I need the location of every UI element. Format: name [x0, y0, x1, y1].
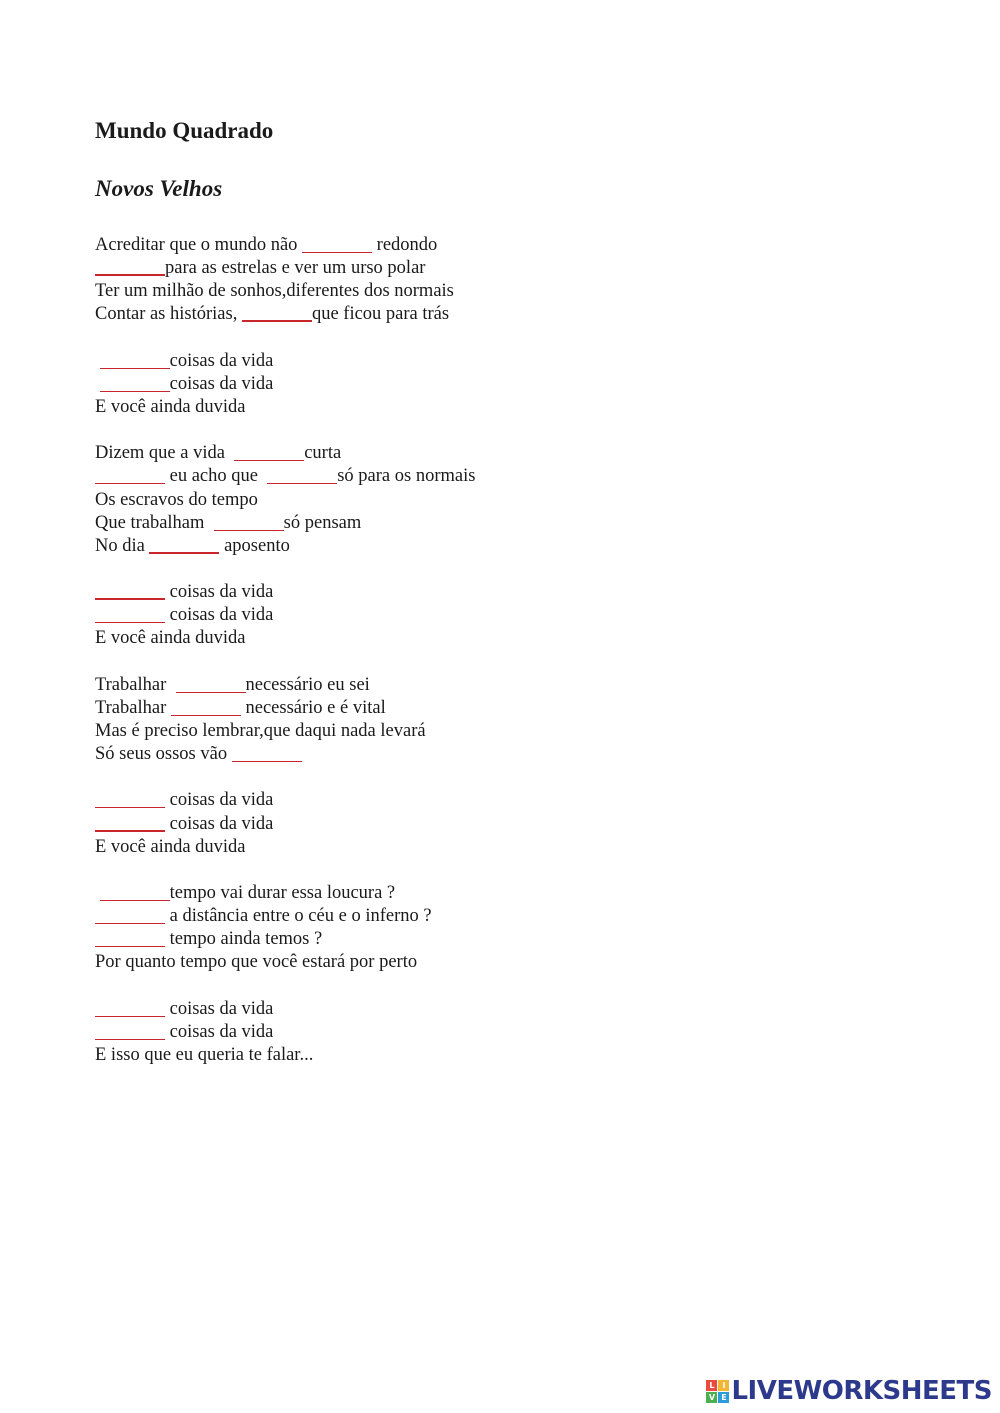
lyric-line: coisas da vida [95, 789, 475, 812]
logo-tile: E [718, 1392, 729, 1403]
lyric-line: Dizem que a vida curta [95, 443, 342, 464]
lyric-line: coisas da vida [95, 581, 475, 604]
answer-blank[interactable] [149, 538, 219, 554]
answer-blank[interactable] [95, 909, 165, 924]
answer-blank[interactable] [176, 678, 246, 693]
artist-name: Novos Velhos [95, 176, 223, 201]
answer-blank[interactable] [302, 238, 372, 253]
answer-blank[interactable] [95, 260, 165, 276]
lyric-line: coisas da vida [95, 604, 475, 627]
answer-blank[interactable] [267, 469, 337, 484]
lyric-line: Acreditar que o mundo não redondo [95, 235, 438, 255]
answer-blank[interactable] [242, 306, 312, 322]
lyric-line: tempo ainda temos ? [95, 928, 475, 951]
lyric-line: coisas da vida [95, 350, 475, 373]
answer-blank[interactable] [214, 516, 284, 531]
answer-blank[interactable] [95, 793, 165, 808]
answer-blank[interactable] [100, 377, 170, 392]
answer-blank[interactable] [95, 469, 165, 484]
lyrics-body [95, 234, 475, 1067]
lyric-line: Os escravos do tempo [95, 489, 258, 510]
lyric-line: E isso que eu queria te falar... [95, 1044, 314, 1065]
answer-blank[interactable] [100, 354, 170, 369]
lyric-line: Mas é preciso lembrar,que daqui nada levará [95, 720, 426, 741]
answer-blank[interactable] [95, 584, 165, 600]
answer-blank[interactable] [232, 747, 302, 762]
lyric-line: para as estrelas e ver um urso polar [95, 257, 475, 280]
lyric-line: a distância entre o céu e o inferno ? [95, 905, 475, 928]
lyric-line: coisas da vida [95, 998, 475, 1021]
lyric-line: coisas da vida [95, 373, 475, 396]
answer-blank[interactable] [95, 816, 165, 832]
answer-blank[interactable] [95, 1002, 165, 1017]
lyric-line: eu acho que só para os normais [95, 465, 475, 488]
answer-blank[interactable] [171, 701, 241, 716]
liveworksheets-logo-icon [706, 1380, 729, 1403]
answer-blank[interactable] [95, 608, 165, 623]
liveworksheets-watermark [706, 1377, 992, 1405]
lyric-line: Só seus ossos vão [95, 743, 475, 766]
answer-blank[interactable] [95, 932, 165, 947]
lyric-line: E você ainda duvida [95, 396, 246, 417]
answer-blank[interactable] [234, 446, 304, 461]
lyric-line: Que trabalham só pensam [95, 512, 362, 533]
logo-tile: I [718, 1380, 729, 1391]
answer-blank[interactable] [95, 1025, 165, 1040]
lyric-line: Ter um milhão de sonhos,diferentes dos normais [95, 281, 454, 302]
lyric-line: tempo vai durar essa loucura ? [95, 882, 475, 905]
lyric-line: Trabalhar necessário eu sei [95, 674, 370, 695]
answer-blank[interactable] [100, 886, 170, 901]
lyric-line: E você ainda duvida [95, 836, 246, 857]
lyric-line: E você ainda duvida [95, 628, 246, 649]
lyric-line: No dia aposento [95, 535, 290, 556]
lyric-line: coisas da vida [95, 1021, 475, 1044]
lyric-line: Por quanto tempo que você estará por perto [95, 952, 418, 973]
lyric-line: Trabalhar necessário e é vital [95, 697, 386, 718]
brand-name: LIVEWORKSHEETS [731, 1376, 992, 1406]
lyric-line: Contar as histórias, que ficou para trás [95, 304, 450, 325]
lyric-line: coisas da vida [95, 813, 475, 836]
logo-tile: L [706, 1380, 717, 1391]
logo-tile: V [706, 1392, 717, 1403]
song-title: Mundo Quadrado [95, 118, 274, 143]
